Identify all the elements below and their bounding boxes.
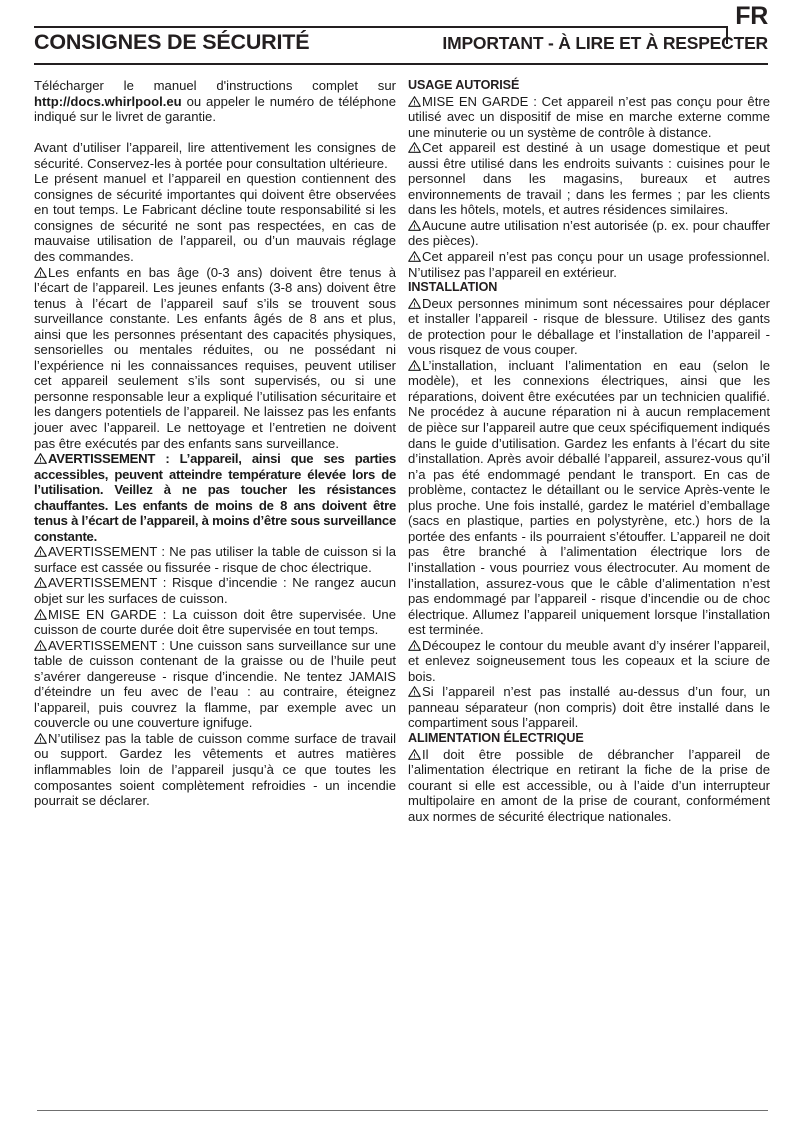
warning-children-paragraph [34, 265, 396, 452]
warning-unattended-cooking-text: AVERTISSEMENT : Une cuisson sans surveillance sur une table de cuisson contenant de la graisse ou de l’huile peut s’avérer dangereuse - risque d’incendie. Ne tentez JAMAIS d’éteindre un feu avec de l’eau : au contraire, éteignez l’appareil, puis couvrez la flamme, par exemple avec un couvercle ou une couverture ignifuge. [34, 637, 396, 731]
page-title: CONSIGNES DE SÉCURITÉ [34, 30, 310, 54]
warning-triangle-icon [34, 733, 47, 744]
warning-two-persons-text: Deux personnes minimum sont nécessaires pour déplacer et installer l’appareil - risque de blessure. Utilisez des gants de protection pour le déballage et l’installation de l’appareil - vous risquez de vous couper. [408, 295, 770, 358]
intro-download-paragraph [34, 78, 396, 125]
intro-after-url: ou appeler le numéro de téléphone indiqué sur le livret de garantie. [34, 93, 396, 125]
warning-not-professional-text: Cet appareil n’est pas conçu pour un usage professionnel. N’utilisez pas l’appareil en extérieur. [408, 249, 770, 280]
warning-hot-parts-paragraph [34, 451, 396, 544]
header-bottom-rule [34, 63, 768, 65]
warning-triangle-icon [408, 142, 421, 153]
warning-domestic-use-text: Cet appareil est destiné à un usage domestique et peut aussi être utilisé dans les endroits suivants : cuisines pour le personnel dans les magasins, bureaux et autres environnements de travail ; dans les fermes ; par les clients dans les hôtels, motels, et autres résidences similaires. [408, 140, 770, 218]
header-title-row [34, 31, 768, 55]
warning-triangle-icon [408, 640, 421, 651]
warning-cabinet-cutout-text: Découpez le contour du meuble avant d’y insérer l’appareil, et enlevez soigneusement tous les copeaux et la sciure de bois. [408, 637, 770, 684]
caution-supervision-text: MISE EN GARDE : La cuisson doit être supervisée. Une cuisson de courte durée doit être supervisée en tout temps. [34, 606, 396, 638]
page-header [34, 0, 768, 72]
manual-responsibility-paragraph: Le présent manuel et l’appareil en question contiennent des consignes de sécurité importantes qui doivent être observées en tout temps. Le Fabricant décline toute responsabilité si les consignes de sécurité ne sont pas respectées, en cas de mauvaise utilisation de l’appareil, ou d’un mauvais réglage des commandes. [34, 171, 396, 264]
warning-triangle-icon [408, 298, 421, 309]
warning-qualified-technician-paragraph [408, 358, 770, 638]
warning-domestic-use-paragraph [408, 140, 770, 218]
header-top-rule [34, 26, 727, 28]
right-column [408, 78, 770, 1078]
warning-triangle-icon [34, 546, 47, 557]
page-subtitle: IMPORTANT - À LIRE ET À RESPECTER [442, 33, 768, 53]
section-heading-installation: INSTALLATION [408, 280, 498, 295]
warning-two-persons-paragraph [408, 296, 770, 358]
footer-rule [37, 1110, 768, 1111]
language-code: FR [735, 2, 768, 30]
warning-triangle-icon [34, 453, 47, 464]
warning-not-professional-paragraph [408, 249, 770, 280]
caution-external-timer-paragraph [408, 94, 770, 141]
warning-triangle-icon [408, 251, 421, 262]
warning-unattended-cooking-paragraph [34, 638, 396, 731]
warning-triangle-icon [408, 686, 421, 697]
warning-qualified-technician-text: L’installation, incluant l’alimentation en eau (selon le modèle), et les connexions électriques, ainsi que les réparations, doivent être exécutées par un technicien qualifié. Ne procédez à aucune réparation ni à aucun remplacement de pièce sur l’appareil autre que ceux spécifiquement indiqués dans le guide d’utilisation. Gardez les enfants à l’écart du site d’installation. Après avoir déballé l’appareil, assurez-vous qu’il n’a pas été endommagé pendant le transport. En cas de problème, contactez le détaillant ou le service Après-vente le plus proche. Une fois installé, gardez le matériel d’emballage (sacs en plastique, parties en polystyrène, etc.) hors de la portée des enfants - ils pourraient s’étouffer. L’appareil ne doit pas être branché à l’alimentation électrique lors de l’installation - vous pourriez vous électrocuter. Au moment de l’installation, assurez-vous que le câble d’alimentation n’est pas endommagé par l’appareil - risque d’incendie ou de choc électrique. Allumez l’appareil uniquement lorsque l’installation est terminée. [408, 357, 770, 638]
warning-disconnect-text: Il doit être possible de débrancher l’appareil de l’alimentation électrique en retirant la fiche de la prise de courant si elle est accessible, ou à l’aide d’un interrupteur multipolaire en amont de la prise de courant, conformément aux normes de sécurité électrique nationales. [408, 746, 770, 824]
docs-url: http://docs.whirlpool.eu [34, 93, 182, 109]
warning-triangle-icon [408, 749, 421, 760]
warning-disconnect-paragraph [408, 747, 770, 825]
section-heading-power-supply: ALIMENTATION ÉLECTRIQUE [408, 730, 584, 745]
before-use-paragraph: Avant d’utiliser l’appareil, lire attentivement les consignes de sécurité. Conservez-les à portée pour consultation ultérieure. [34, 140, 396, 171]
left-column [34, 78, 396, 1078]
warning-no-other-use-paragraph [408, 218, 770, 249]
warning-triangle-icon [34, 267, 47, 278]
warning-triangle-icon [408, 220, 421, 231]
warning-triangle-icon [34, 609, 47, 620]
caution-external-timer-text: MISE EN GARDE : Cet appareil n’est pas conçu pour être utilisé avec un dispositif de mise en marche externe comme une minuterie ou un système de contrôle à distance. [408, 93, 770, 140]
warning-triangle-icon [34, 577, 47, 588]
intro-before-url: Télécharger le manuel d'instructions complet sur [34, 78, 396, 93]
warning-separator-panel-paragraph [408, 684, 770, 731]
warning-fire-risk-paragraph [34, 575, 396, 606]
warning-cracked-surface-paragraph [34, 544, 396, 575]
warning-triangle-icon [408, 360, 421, 371]
warning-no-other-use-text: Aucune autre utilisation n’est autorisée (p. ex. pour chauffer des pièces). [408, 217, 770, 249]
warning-hot-parts-text: AVERTISSEMENT : L’appareil, ainsi que ses parties accessibles, peuvent atteindre température élevée lors de l’utilisation. Veillez à ne pas toucher les résistances chauffantes. Les enfants de moins de 8 ans doivent être tenus à l’écart de l’appareil, à moins d’être sous surveillance constante. [34, 451, 396, 544]
warning-cracked-surface-text: AVERTISSEMENT : Ne pas utiliser la table de cuisson si la surface est cassée ou fissurée - risque de choc électrique. [34, 544, 396, 575]
warning-worktop-paragraph [34, 731, 396, 809]
warning-triangle-icon [408, 96, 421, 107]
warning-worktop-text: N’utilisez pas la table de cuisson comme surface de travail ou support. Gardez les vêtements et autres matières inflammables loin de l’appareil jusqu’à ce que toutes les composantes soient complètement refroidies - un incendie pourrait se déclarer. [34, 730, 396, 809]
section-heading-authorized-use: USAGE AUTORISÉ [408, 78, 520, 92]
warning-triangle-icon [34, 640, 47, 651]
caution-supervision-paragraph [34, 607, 396, 638]
warning-separator-panel-text: Si l’appareil n’est pas installé au-dessus d’un four, un panneau séparateur (non compris) doit être installé dans le compartiment sous l’appareil. [408, 684, 770, 731]
warning-cabinet-cutout-paragraph [408, 638, 770, 685]
body-columns [34, 78, 768, 1078]
warning-children-text: Les enfants en bas âge (0-3 ans) doivent être tenus à l’écart de l’appareil. Les jeunes enfants (3-8 ans) doivent être tenus à l’écart de l’appareil sauf s’ils se trouvent sous surveillance constante. Les enfants âgés de 8 ans et plus, ainsi que les personnes présentant des capacités physiques, sensorielles ou mentales réduites, ou ne possédant ni l’expérience ni les connaissances requises, peuvent utiliser cet appareil seulement s’ils sont supervisés, ou si une personne responsable leur a expliqué l’utilisation sécuritaire et les dangers potentiels de l’appareil. Ne laissez pas les enfants jouer avec l’appareil. Le nettoyage et l’entretien ne doivent pas être exécutés par des enfants sans surveillance. [34, 264, 396, 451]
warning-fire-risk-text: AVERTISSEMENT : Risque d’incendie : Ne rangez aucun objet sur les surfaces de cuisson. [34, 575, 396, 606]
